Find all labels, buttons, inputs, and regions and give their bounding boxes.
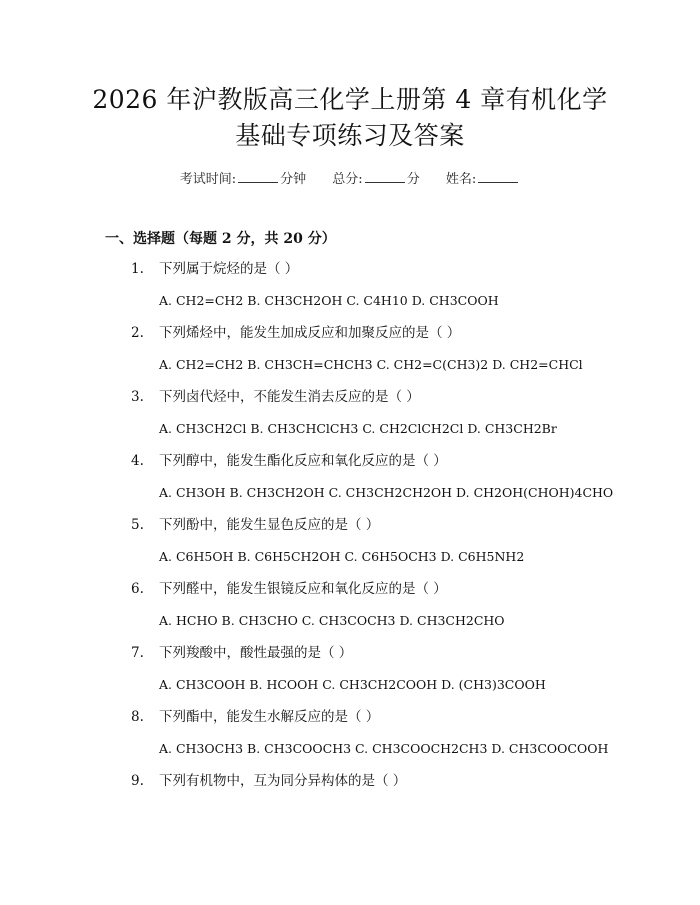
question-6-options: A. HCHO B. CH3CHO C. CH3COCH3 D. CH3CH2CHO xyxy=(159,613,505,628)
total-score-unit: 分 xyxy=(406,172,420,187)
exam-time xyxy=(180,168,306,190)
question-number: 6. xyxy=(131,581,144,597)
question-5 xyxy=(131,515,379,535)
question-number: 8. xyxy=(131,709,144,725)
question-text: 下列酚中，能发生显色反应的是（ ） xyxy=(159,517,380,533)
question-7 xyxy=(131,643,352,663)
question-9 xyxy=(131,771,406,791)
question-text: 下列烯烃中，能发生加成反应和加聚反应的是（ ） xyxy=(159,325,461,341)
question-text: 下列卤代烃中，不能发生消去反应的是（ ） xyxy=(159,389,420,405)
question-1 xyxy=(131,259,298,279)
total-score-label: 总分: xyxy=(332,172,363,187)
exam-time-unit: 分钟 xyxy=(280,172,307,187)
total-score xyxy=(332,168,419,190)
question-3 xyxy=(131,387,420,407)
question-text: 下列属于烷烃的是（ ） xyxy=(159,261,299,277)
question-text: 下列羧酸中，酸性最强的是（ ） xyxy=(159,645,353,661)
question-8-options: A. CH3OCH3 B. CH3COOCH3 C. CH3COOCH2CH3 D. CH3COOCOOH xyxy=(159,741,609,756)
question-number: 1. xyxy=(131,261,144,277)
question-text: 下列酯中，能发生水解反应的是（ ） xyxy=(159,709,380,725)
student-name xyxy=(446,168,520,190)
section-title: 一、选择题（每题 2 分，共 20 分） xyxy=(105,231,336,247)
question-text: 下列有机物中，互为同分异构体的是（ ） xyxy=(159,773,407,789)
question-7-options: A. CH3COOH B. HCOOH C. CH3CH2COOH D. (CH3)3COOH xyxy=(159,677,546,692)
question-number: 4. xyxy=(131,453,144,469)
exam-info xyxy=(0,168,700,190)
question-text: 下列醇中，能发生酯化反应和氧化反应的是（ ） xyxy=(159,453,447,469)
exam-time-blank xyxy=(238,168,278,183)
student-name-label: 姓名: xyxy=(445,172,477,187)
question-8 xyxy=(131,707,379,727)
document-title-line1: 2026 年沪教版高三化学上册第 4 章有机化学 xyxy=(92,85,608,114)
question-2 xyxy=(131,323,460,343)
question-1-options: A. CH2=CH2 B. CH3CH2OH C. C4H10 D. CH3COOH xyxy=(159,293,499,308)
total-score-blank xyxy=(365,168,405,183)
exam-time-label: 考试时间: xyxy=(179,172,237,187)
question-6 xyxy=(131,579,447,599)
student-name-blank xyxy=(478,168,518,183)
question-text: 下列醛中，能发生银镜反应和氧化反应的是（ ） xyxy=(159,581,447,597)
question-5-options: A. C6H5OH B. C6H5CH2OH C. C6H5OCH3 D. C6H5NH2 xyxy=(159,549,525,564)
document-title-line2: 基础专项练习及答案 xyxy=(235,121,465,150)
question-2-options: A. CH2=CH2 B. CH3CH=CHCH3 C. CH2=C(CH3)2 D. CH2=CHCl xyxy=(159,357,583,372)
question-number: 5. xyxy=(131,517,144,533)
question-number: 3. xyxy=(131,389,144,405)
question-3-options: A. CH3CH2Cl B. CH3CHClCH3 C. CH2ClCH2Cl D. CH3CH2Br xyxy=(159,421,557,436)
question-number: 9. xyxy=(131,773,144,789)
question-4-options: A. CH3OH B. CH3CH2OH C. CH3CH2CH2OH D. CH2OH(CHOH)4CHO xyxy=(159,485,614,500)
question-4 xyxy=(131,451,447,471)
question-number: 2. xyxy=(131,325,144,341)
question-number: 7. xyxy=(131,645,144,661)
